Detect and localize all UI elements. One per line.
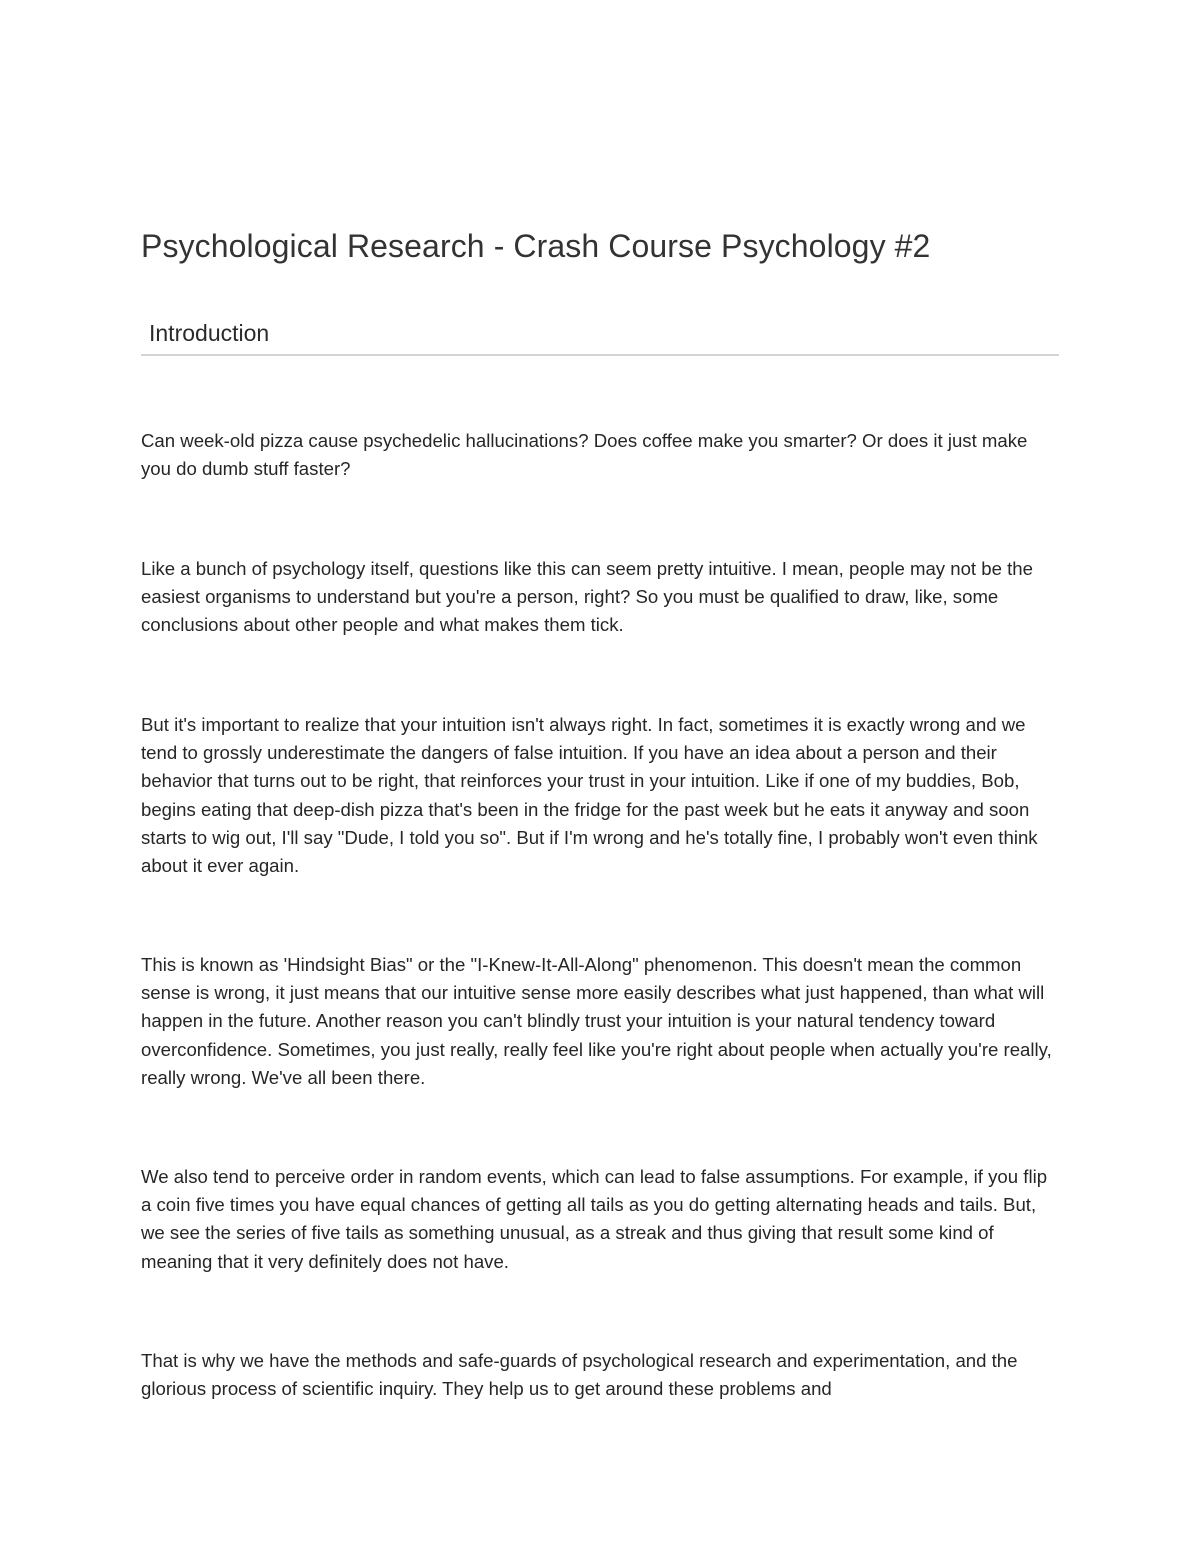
paragraph: But it's important to realize that your intuition isn't always right. In fact, sometimes it is exactly wrong and we tend to grossly underestimate the dangers of false intuition. If you have an idea about a person and their behavior that turns out to be right, that reinforces your trust in your intuition. Like if one of my buddies, Bob, begins eating that deep-dish pizza that's been in the fridge for the past week but he eats it anyway and soon starts to wig out, I'll say "Dude, I told you so". But if I'm wrong and he's totally fine, I probably won't even think about it ever again. (141, 714, 1038, 877)
paragraph: Can week-old pizza cause psychedelic hallucinations? Does coffee make you smarter? Or does it just make you do dumb stuff faster? (141, 430, 1028, 480)
section-heading-introduction: Introduction (149, 320, 270, 346)
paragraph: This is known as 'Hindsight Bias" or the "I-Knew-It-All-Along" phenomenon. This doesn't mean the common sense is wrong, it just means that our intuitive sense more easily describes what just happened, than what will happen in the future. Another reason you can't blindly trust your intuition is your natural tendency toward overconfidence. Sometimes, you just really, really feel like you're right about people when actually you're really, really wrong. We've all been there. (141, 954, 1052, 1088)
document-title: Psychological Research - Crash Course Psychology #2 (141, 228, 931, 264)
paragraph: Like a bunch of psychology itself, questions like this can seem pretty intuitive. I mean, people may not be the easiest organisms to understand but you're a person, right? So you must be qualified to draw, like, some conclusions about other people and what makes them tick. (141, 558, 1033, 636)
section-divider (141, 354, 1059, 356)
paragraph: We also tend to perceive order in random events, which can lead to false assumptions. For example, if you flip a coin five times you have equal chances of getting all tails as you do getting alternating heads and tails. But, we see the series of five tails as something unusual, as a streak and thus giving that result some kind of meaning that it very definitely does not have. (141, 1166, 1048, 1272)
paragraph: That is why we have the methods and safe-guards of psychological research and experimentation, and the glorious process of scientific inquiry. They help us to get around these problems and (141, 1350, 1018, 1400)
